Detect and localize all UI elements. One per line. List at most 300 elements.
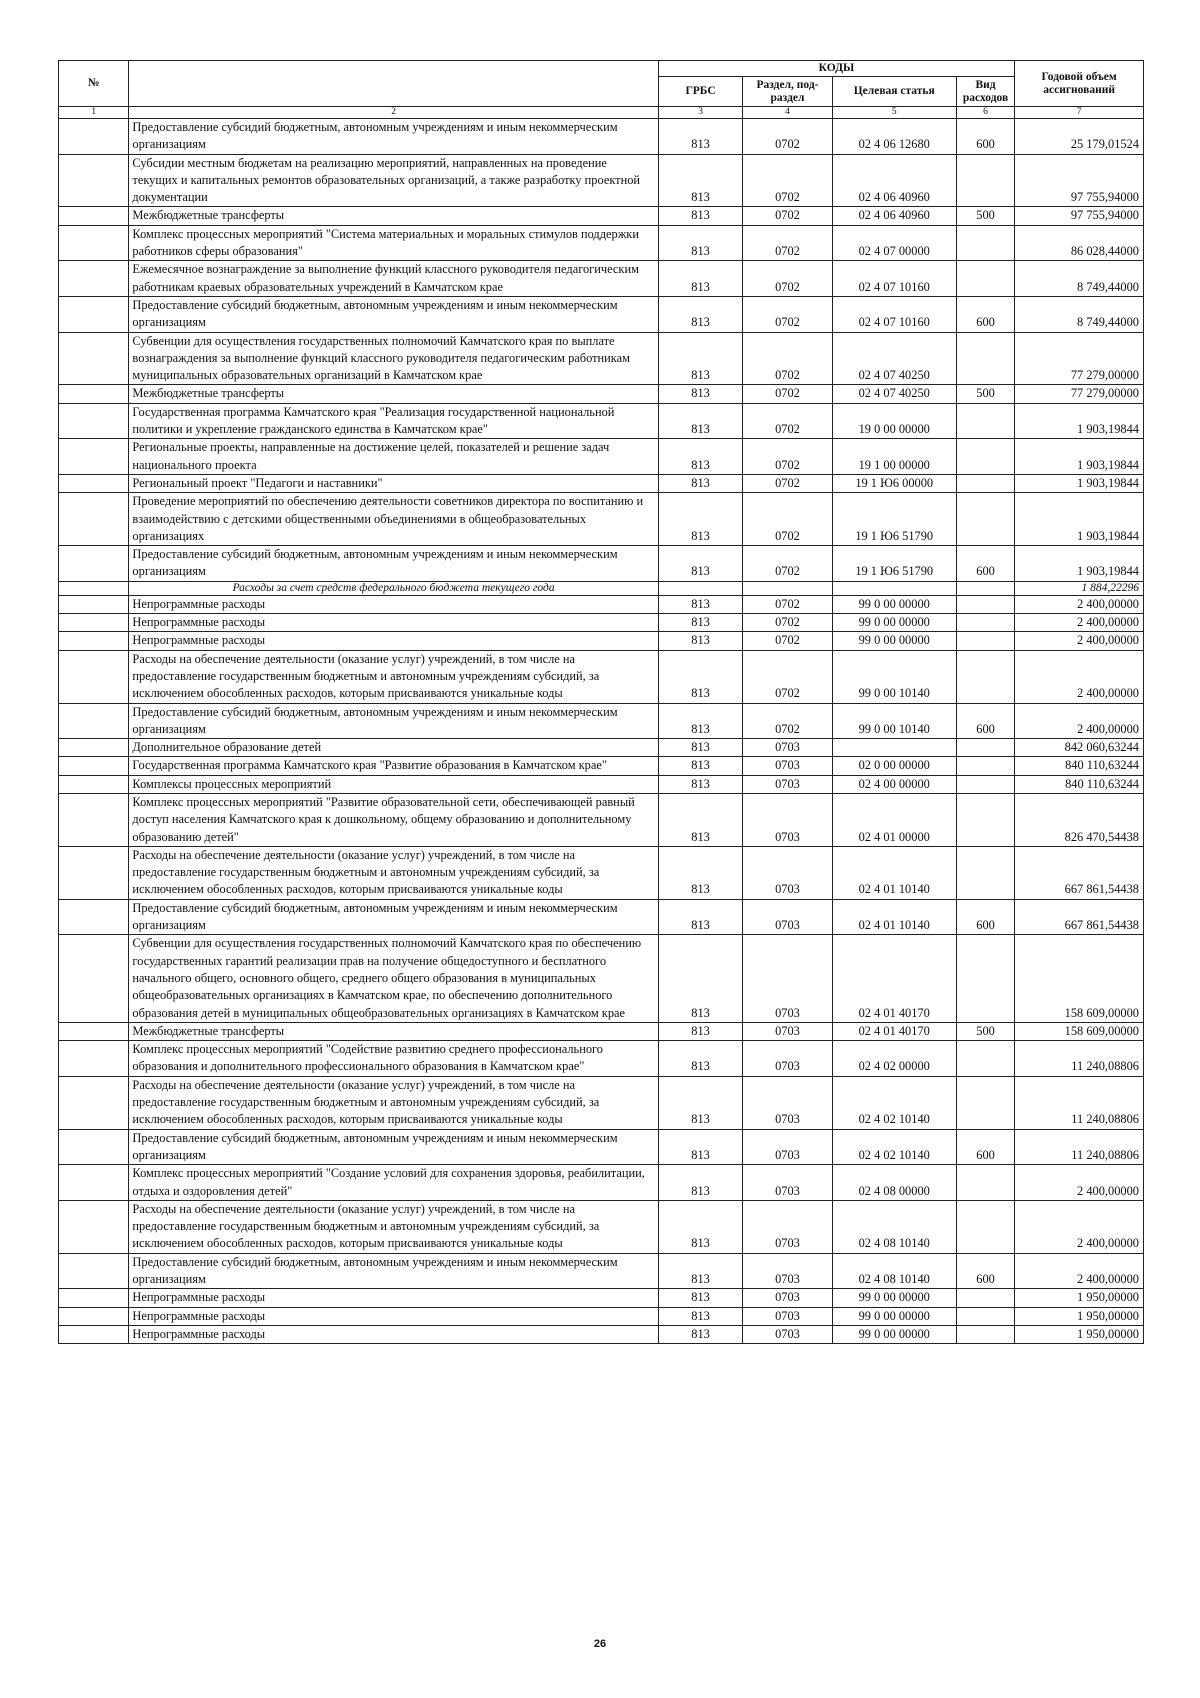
row-section-cell: 0703 — [743, 935, 832, 1022]
row-kind-cell — [956, 775, 1014, 793]
row-name-cell: Межбюджетные трансферты — [129, 385, 658, 403]
row-section-cell: 0702 — [743, 703, 832, 739]
row-grbs-cell: 813 — [658, 119, 743, 155]
row-section-cell: 0702 — [743, 385, 832, 403]
row-grbs-cell: 813 — [658, 439, 743, 475]
row-amount-cell: 158 609,00000 — [1015, 1022, 1144, 1040]
row-target-cell: 19 0 00 00000 — [832, 403, 956, 439]
row-number-cell — [59, 846, 129, 899]
colnum: 3 — [658, 107, 743, 119]
row-target-cell: 19 1 00 00000 — [832, 439, 956, 475]
row-amount-cell: 1 903,19844 — [1015, 439, 1144, 475]
row-kind-cell — [956, 261, 1014, 297]
row-number-cell — [59, 581, 129, 595]
row-name-cell: Региональные проекты, направленные на достижение целей, показателей и решение задач национального проекта — [129, 439, 658, 475]
row-grbs-cell — [658, 581, 743, 595]
row-number-cell — [59, 403, 129, 439]
row-section-cell: 0702 — [743, 119, 832, 155]
row-grbs-cell: 813 — [658, 775, 743, 793]
row-target-cell: 02 4 07 10160 — [832, 296, 956, 332]
row-kind-cell — [956, 403, 1014, 439]
row-target-cell: 99 0 00 00000 — [832, 1289, 956, 1307]
row-amount-cell: 2 400,00000 — [1015, 1200, 1144, 1253]
row-target-cell: 19 1 Ю6 00000 — [832, 474, 956, 492]
row-grbs-cell: 813 — [658, 793, 743, 846]
row-grbs-cell: 813 — [658, 595, 743, 613]
row-kind-cell: 600 — [956, 899, 1014, 935]
row-kind-cell — [956, 614, 1014, 632]
row-grbs-cell: 813 — [658, 296, 743, 332]
row-target-cell: 02 4 07 40250 — [832, 385, 956, 403]
row-section-cell: 0702 — [743, 154, 832, 207]
row-kind-cell: 600 — [956, 119, 1014, 155]
row-target-cell: 02 4 06 40960 — [832, 154, 956, 207]
row-section-cell: 0702 — [743, 296, 832, 332]
row-section-cell: 0702 — [743, 332, 832, 385]
table-row — [59, 1076, 1144, 1129]
row-amount-cell: 77 279,00000 — [1015, 332, 1144, 385]
row-amount-cell: 25 179,01524 — [1015, 119, 1144, 155]
row-number-cell — [59, 793, 129, 846]
table-row — [59, 595, 1144, 613]
budget-table-sheet — [58, 60, 1144, 1344]
colnum: 6 — [956, 107, 1014, 119]
row-amount-cell: 8 749,44000 — [1015, 296, 1144, 332]
row-number-cell — [59, 739, 129, 757]
table-row — [59, 632, 1144, 650]
row-grbs-cell: 813 — [658, 1076, 743, 1129]
row-name-cell: Ежемесячное вознаграждение за выполнение функций классного руководителя педагогическим работникам краевых образовательных учреждений в Камчатском крае — [129, 261, 658, 297]
row-amount-cell: 2 400,00000 — [1015, 1253, 1144, 1289]
row-target-cell: 02 4 01 00000 — [832, 793, 956, 846]
row-name-cell: Предоставление субсидий бюджетным, автономным учреждениям и иным некоммерческим организациям — [129, 296, 658, 332]
row-number-cell — [59, 1165, 129, 1201]
row-kind-cell — [956, 332, 1014, 385]
row-amount-cell: 97 755,94000 — [1015, 154, 1144, 207]
row-number-cell — [59, 207, 129, 225]
row-name-cell: Межбюджетные трансферты — [129, 1022, 658, 1040]
table-row — [59, 385, 1144, 403]
row-target-cell: 19 1 Ю6 51790 — [832, 546, 956, 582]
row-number-cell — [59, 439, 129, 475]
row-name-cell: Субвенции для осуществления государственных полномочий Камчатского края по выплате вознаграждения за выполнение функций классного руководителя педагогическим работникам муниципальных образовательных организаций в Камчатском крае — [129, 332, 658, 385]
row-amount-cell: 2 400,00000 — [1015, 595, 1144, 613]
row-section-cell: 0703 — [743, 739, 832, 757]
row-section-cell: 0703 — [743, 1289, 832, 1307]
row-name-cell: Предоставление субсидий бюджетным, автономным учреждениям и иным некоммерческим организациям — [129, 1253, 658, 1289]
row-section-cell: 0702 — [743, 546, 832, 582]
row-name-cell: Субсидии местным бюджетам на реализацию мероприятий, направленных на проведение текущих и капитальных ремонтов образовательных организаций, а также разработку проектной документации — [129, 154, 658, 207]
row-number-cell — [59, 1041, 129, 1077]
row-number-cell — [59, 225, 129, 261]
row-target-cell: 02 4 06 12680 — [832, 119, 956, 155]
row-target-cell — [832, 739, 956, 757]
row-number-cell — [59, 703, 129, 739]
row-grbs-cell: 813 — [658, 1289, 743, 1307]
row-name-cell: Дополнительное образование детей — [129, 739, 658, 757]
row-target-cell: 02 4 02 10140 — [832, 1076, 956, 1129]
row-number-cell — [59, 261, 129, 297]
row-grbs-cell: 813 — [658, 225, 743, 261]
row-grbs-cell: 813 — [658, 703, 743, 739]
row-kind-cell — [956, 1165, 1014, 1201]
row-amount-cell: 667 861,54438 — [1015, 899, 1144, 935]
row-kind-cell — [956, 1325, 1014, 1343]
row-amount-cell: 1 950,00000 — [1015, 1307, 1144, 1325]
table-row — [59, 1289, 1144, 1307]
row-target-cell: 02 0 00 00000 — [832, 757, 956, 775]
row-section-cell: 0702 — [743, 614, 832, 632]
row-amount-cell: 842 060,63244 — [1015, 739, 1144, 757]
row-target-cell: 02 4 01 10140 — [832, 899, 956, 935]
row-kind-cell — [956, 493, 1014, 546]
row-amount-cell: 2 400,00000 — [1015, 614, 1144, 632]
row-section-cell: 0703 — [743, 793, 832, 846]
row-name-cell: Комплексы процессных мероприятий — [129, 775, 658, 793]
row-target-cell: 02 4 01 10140 — [832, 846, 956, 899]
row-number-cell — [59, 1325, 129, 1343]
row-number-cell — [59, 1129, 129, 1165]
row-number-cell — [59, 757, 129, 775]
row-target-cell: 02 4 08 00000 — [832, 1165, 956, 1201]
header-name — [129, 61, 658, 107]
row-name-cell: Непрограммные расходы — [129, 595, 658, 613]
page-number: 26 — [593, 1638, 607, 1650]
table-row — [59, 493, 1144, 546]
row-amount-cell: 8 749,44000 — [1015, 261, 1144, 297]
row-target-cell: 99 0 00 00000 — [832, 632, 956, 650]
row-kind-cell: 500 — [956, 1022, 1014, 1040]
row-grbs-cell: 813 — [658, 739, 743, 757]
row-name-cell: Предоставление субсидий бюджетным, автономным учреждениям и иным некоммерческим организациям — [129, 1129, 658, 1165]
table-row — [59, 119, 1144, 155]
row-section-cell: 0703 — [743, 775, 832, 793]
row-number-cell — [59, 632, 129, 650]
row-number-cell — [59, 154, 129, 207]
table-row — [59, 1325, 1144, 1343]
row-kind-cell — [956, 439, 1014, 475]
row-name-cell: Непрограммные расходы — [129, 632, 658, 650]
budget-table — [58, 60, 1144, 1344]
row-kind-cell: 600 — [956, 296, 1014, 332]
row-grbs-cell: 813 — [658, 757, 743, 775]
row-target-cell: 99 0 00 10140 — [832, 703, 956, 739]
table-row — [59, 703, 1144, 739]
row-target-cell: 99 0 00 00000 — [832, 614, 956, 632]
table-row — [59, 207, 1144, 225]
row-name-cell: Непрограммные расходы — [129, 1307, 658, 1325]
row-section-cell: 0702 — [743, 474, 832, 492]
row-section-cell: 0703 — [743, 1129, 832, 1165]
row-target-cell: 99 0 00 00000 — [832, 1325, 956, 1343]
row-section-cell: 0703 — [743, 1200, 832, 1253]
row-kind-cell — [956, 1307, 1014, 1325]
colnum: 7 — [1015, 107, 1144, 119]
row-number-cell — [59, 1022, 129, 1040]
row-amount-cell: 2 400,00000 — [1015, 632, 1144, 650]
row-number-cell — [59, 1289, 129, 1307]
header-grbs: ГРБС — [658, 77, 743, 107]
row-grbs-cell: 813 — [658, 493, 743, 546]
row-grbs-cell: 813 — [658, 403, 743, 439]
table-row — [59, 439, 1144, 475]
row-section-cell: 0702 — [743, 207, 832, 225]
row-name-cell: Межбюджетные трансферты — [129, 207, 658, 225]
row-target-cell: 99 0 00 00000 — [832, 1307, 956, 1325]
row-kind-cell — [956, 474, 1014, 492]
row-number-cell — [59, 775, 129, 793]
row-number-cell — [59, 614, 129, 632]
row-name-cell: Непрограммные расходы — [129, 1289, 658, 1307]
row-number-cell — [59, 385, 129, 403]
row-amount-cell: 97 755,94000 — [1015, 207, 1144, 225]
row-grbs-cell: 813 — [658, 632, 743, 650]
column-numbers-row — [59, 107, 1144, 119]
row-amount-cell: 11 240,08806 — [1015, 1129, 1144, 1165]
row-grbs-cell: 813 — [658, 1200, 743, 1253]
colnum: 1 — [59, 107, 129, 119]
row-kind-cell — [956, 1041, 1014, 1077]
row-target-cell: 02 4 01 40170 — [832, 935, 956, 1022]
row-section-cell: 0702 — [743, 632, 832, 650]
row-kind-cell: 500 — [956, 385, 1014, 403]
row-kind-cell: 600 — [956, 1129, 1014, 1165]
row-kind-cell — [956, 739, 1014, 757]
row-grbs-cell: 813 — [658, 1325, 743, 1343]
row-amount-cell: 11 240,08806 — [1015, 1076, 1144, 1129]
row-target-cell — [832, 581, 956, 595]
row-name-cell: Субвенции для осуществления государственных полномочий Камчатского края по обеспечению государственных гарантий реализации прав на получение общедоступного и бесплатного начального общего, основного общего, среднего общего образования в муниципальных общеобразовательных организациях в Камчатском крае, по обеспечению дополнительного образования детей в муниципальных общеобразовательных организациях в Камчатском крае — [129, 935, 658, 1022]
row-grbs-cell: 813 — [658, 207, 743, 225]
row-name-cell: Предоставление субсидий бюджетным, автономным учреждениям и иным некоммерческим организациям — [129, 899, 658, 935]
table-row — [59, 261, 1144, 297]
row-target-cell: 02 4 00 00000 — [832, 775, 956, 793]
row-kind-cell: 600 — [956, 546, 1014, 582]
row-number-cell — [59, 1200, 129, 1253]
row-section-cell: 0703 — [743, 846, 832, 899]
row-grbs-cell: 813 — [658, 846, 743, 899]
row-amount-cell: 840 110,63244 — [1015, 757, 1144, 775]
row-grbs-cell: 813 — [658, 261, 743, 297]
row-target-cell: 02 4 01 40170 — [832, 1022, 956, 1040]
row-target-cell: 19 1 Ю6 51790 — [832, 493, 956, 546]
row-name-cell: Комплекс процессных мероприятий "Система материальных и моральных стимулов поддержки работников сферы образования" — [129, 225, 658, 261]
colnum: 5 — [832, 107, 956, 119]
row-amount-cell: 667 861,54438 — [1015, 846, 1144, 899]
table-row — [59, 650, 1144, 703]
row-number-cell — [59, 595, 129, 613]
row-section-cell: 0703 — [743, 899, 832, 935]
row-section-cell: 0702 — [743, 493, 832, 546]
row-grbs-cell: 813 — [658, 614, 743, 632]
row-section-cell: 0702 — [743, 650, 832, 703]
row-number-cell — [59, 546, 129, 582]
row-amount-cell: 158 609,00000 — [1015, 935, 1144, 1022]
row-section-cell: 0702 — [743, 261, 832, 297]
row-target-cell: 02 4 06 40960 — [832, 207, 956, 225]
row-kind-cell — [956, 581, 1014, 595]
row-kind-cell: 600 — [956, 1253, 1014, 1289]
row-section-cell: 0703 — [743, 1165, 832, 1201]
row-name-cell: Расходы на обеспечение деятельности (оказание услуг) учреждений, в том числе на предоставление государственным бюджетным и автономным учреждениям субсидий, за исключением обособленных расходов, которым присваиваются уникальные коды — [129, 1200, 658, 1253]
row-amount-cell: 1 903,19844 — [1015, 474, 1144, 492]
table-row — [59, 1253, 1144, 1289]
row-section-cell: 0702 — [743, 225, 832, 261]
row-amount-cell: 86 028,44000 — [1015, 225, 1144, 261]
row-target-cell: 99 0 00 00000 — [832, 595, 956, 613]
row-name-cell: Расходы на обеспечение деятельности (оказание услуг) учреждений, в том числе на предоставление государственным бюджетным и автономным учреждениям субсидий, за исключением обособленных расходов, которым присваиваются уникальные коды — [129, 1076, 658, 1129]
table-row — [59, 739, 1144, 757]
row-amount-cell: 1 903,19844 — [1015, 403, 1144, 439]
row-name-cell: Государственная программа Камчатского края "Развитие образования в Камчатском крае" — [129, 757, 658, 775]
table-row — [59, 775, 1144, 793]
row-target-cell: 02 4 07 00000 — [832, 225, 956, 261]
row-number-cell — [59, 1076, 129, 1129]
table-row — [59, 403, 1144, 439]
row-name-cell: Предоставление субсидий бюджетным, автономным учреждениям и иным некоммерческим организациям — [129, 703, 658, 739]
row-grbs-cell: 813 — [658, 1253, 743, 1289]
row-number-cell — [59, 650, 129, 703]
table-body — [59, 119, 1144, 1344]
table-row — [59, 225, 1144, 261]
row-kind-cell — [956, 1200, 1014, 1253]
header-section: Раздел, под-раздел — [743, 77, 832, 107]
row-number-cell — [59, 493, 129, 546]
row-kind-cell — [956, 793, 1014, 846]
row-kind-cell — [956, 595, 1014, 613]
header-no: № — [59, 61, 129, 107]
table-row — [59, 1307, 1144, 1325]
row-section-cell: 0703 — [743, 1307, 832, 1325]
row-amount-cell: 2 400,00000 — [1015, 650, 1144, 703]
row-grbs-cell: 813 — [658, 1129, 743, 1165]
row-kind-cell — [956, 1289, 1014, 1307]
row-section-cell: 0702 — [743, 403, 832, 439]
row-target-cell: 02 4 08 10140 — [832, 1253, 956, 1289]
row-amount-cell: 2 400,00000 — [1015, 1165, 1144, 1201]
table-row — [59, 474, 1144, 492]
row-name-cell: Комплекс процессных мероприятий "Развитие образовательной сети, обеспечивающей равный доступ населения Камчатского края к дошкольному, общему образованию и дополнительному образованию детей" — [129, 793, 658, 846]
row-grbs-cell: 813 — [658, 546, 743, 582]
row-grbs-cell: 813 — [658, 1165, 743, 1201]
row-target-cell: 02 4 02 00000 — [832, 1041, 956, 1077]
colnum: 4 — [743, 107, 832, 119]
table-row — [59, 793, 1144, 846]
row-section-cell: 0703 — [743, 1076, 832, 1129]
row-name-cell: Расходы на обеспечение деятельности (оказание услуг) учреждений, в том числе на предоставление государственным бюджетным и автономным учреждениям субсидий, за исключением обособленных расходов, которым присваиваются уникальные коды — [129, 650, 658, 703]
table-row — [59, 846, 1144, 899]
row-grbs-cell: 813 — [658, 1307, 743, 1325]
row-number-cell — [59, 296, 129, 332]
row-section-cell: 0703 — [743, 1253, 832, 1289]
row-amount-cell: 1 950,00000 — [1015, 1325, 1144, 1343]
row-target-cell: 02 4 02 10140 — [832, 1129, 956, 1165]
table-row — [59, 1129, 1144, 1165]
row-kind-cell — [956, 757, 1014, 775]
table-row — [59, 581, 1144, 595]
row-section-cell: 0703 — [743, 1041, 832, 1077]
row-number-cell — [59, 119, 129, 155]
row-grbs-cell: 813 — [658, 385, 743, 403]
row-section-cell: 0702 — [743, 439, 832, 475]
row-name-cell: Непрограммные расходы — [129, 1325, 658, 1343]
row-name-cell: Комплекс процессных мероприятий "Создание условий для сохранения здоровья, реабилитации, отдыха и оздоровления детей" — [129, 1165, 658, 1201]
row-target-cell: 99 0 00 10140 — [832, 650, 956, 703]
row-number-cell — [59, 899, 129, 935]
row-grbs-cell: 813 — [658, 935, 743, 1022]
table-row — [59, 1041, 1144, 1077]
row-section-cell: 0702 — [743, 595, 832, 613]
table-row — [59, 757, 1144, 775]
table-row — [59, 899, 1144, 935]
row-number-cell — [59, 1307, 129, 1325]
row-target-cell: 02 4 07 10160 — [832, 261, 956, 297]
row-amount-cell: 2 400,00000 — [1015, 703, 1144, 739]
row-amount-cell: 1 884,22296 — [1015, 581, 1144, 595]
row-kind-cell — [956, 935, 1014, 1022]
row-amount-cell: 77 279,00000 — [1015, 385, 1144, 403]
header-target: Целевая статья — [832, 77, 956, 107]
table-row — [59, 1165, 1144, 1201]
row-amount-cell: 1 903,19844 — [1015, 546, 1144, 582]
row-amount-cell: 1 903,19844 — [1015, 493, 1144, 546]
row-amount-cell: 840 110,63244 — [1015, 775, 1144, 793]
row-name-cell: Комплекс процессных мероприятий "Содействие развитию среднего профессионального образования и дополнительного профессионального образования в Камчатском крае" — [129, 1041, 658, 1077]
row-grbs-cell: 813 — [658, 154, 743, 207]
row-kind-cell — [956, 846, 1014, 899]
row-grbs-cell: 813 — [658, 332, 743, 385]
row-name-cell: Проведение мероприятий по обеспечению деятельности советников директора по воспитанию и взаимодействию с детскими общественными объединениями в общеобразовательных организациях — [129, 493, 658, 546]
row-name-cell: Региональный проект "Педагоги и наставники" — [129, 474, 658, 492]
row-section-cell — [743, 581, 832, 595]
table-row — [59, 1022, 1144, 1040]
row-section-cell: 0703 — [743, 1022, 832, 1040]
table-row — [59, 332, 1144, 385]
row-grbs-cell: 813 — [658, 899, 743, 935]
row-grbs-cell: 813 — [658, 1041, 743, 1077]
row-target-cell: 02 4 08 10140 — [832, 1200, 956, 1253]
row-name-cell: Расходы за счет средств федерального бюджета текущего года — [129, 581, 658, 595]
header-annual: Годовой объем ассигнований — [1015, 61, 1144, 107]
row-number-cell — [59, 332, 129, 385]
table-row — [59, 154, 1144, 207]
row-name-cell: Непрограммные расходы — [129, 614, 658, 632]
row-kind-cell: 600 — [956, 703, 1014, 739]
row-section-cell: 0703 — [743, 1325, 832, 1343]
row-amount-cell: 1 950,00000 — [1015, 1289, 1144, 1307]
row-name-cell: Государственная программа Камчатского края "Реализация государственной национальной политики и укрепление гражданского единства в Камчатском крае" — [129, 403, 658, 439]
row-kind-cell — [956, 632, 1014, 650]
row-name-cell: Предоставление субсидий бюджетным, автономным учреждениям и иным некоммерческим организациям — [129, 119, 658, 155]
table-row — [59, 935, 1144, 1022]
row-kind-cell — [956, 1076, 1014, 1129]
row-amount-cell: 826 470,54438 — [1015, 793, 1144, 846]
colnum: 2 — [129, 107, 658, 119]
row-target-cell: 02 4 07 40250 — [832, 332, 956, 385]
row-name-cell: Предоставление субсидий бюджетным, автономным учреждениям и иным некоммерческим организациям — [129, 546, 658, 582]
row-kind-cell — [956, 154, 1014, 207]
header-codes: КОДЫ — [658, 61, 1015, 77]
row-number-cell — [59, 474, 129, 492]
row-name-cell: Расходы на обеспечение деятельности (оказание услуг) учреждений, в том числе на предоставление государственным бюджетным и автономным учреждениям субсидий, за исключением обособленных расходов, которым присваиваются уникальные коды — [129, 846, 658, 899]
table-row — [59, 546, 1144, 582]
row-grbs-cell: 813 — [658, 474, 743, 492]
table-row — [59, 1200, 1144, 1253]
row-grbs-cell: 813 — [658, 650, 743, 703]
row-section-cell: 0703 — [743, 757, 832, 775]
row-number-cell — [59, 1253, 129, 1289]
row-number-cell — [59, 935, 129, 1022]
